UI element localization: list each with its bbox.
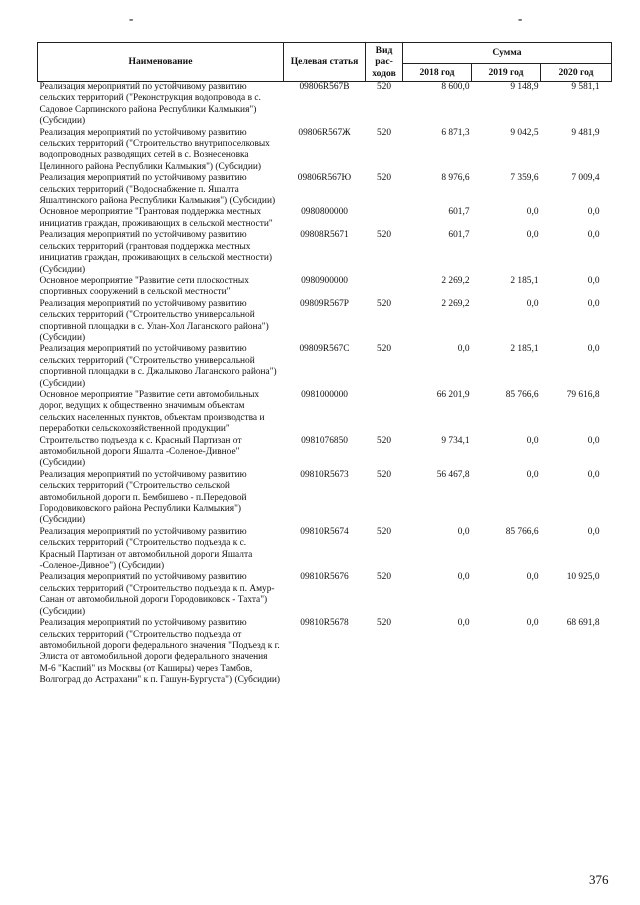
row-value-2018: 2 269,2 xyxy=(441,298,470,309)
row-value-2018: 8 600,0 xyxy=(441,82,470,92)
row-type: 520 xyxy=(376,127,392,138)
column-header-2020: 2020 год xyxy=(541,64,612,82)
row-value-2020: 7 009,4 xyxy=(571,173,600,184)
column-header-2018: 2018 год xyxy=(403,64,472,82)
row-value-2020: 0,0 xyxy=(587,207,600,218)
column-header-type: Вид рас- ходов xyxy=(366,43,403,82)
table-row xyxy=(38,470,612,527)
row-value-2019: 9 148,9 xyxy=(510,82,539,92)
row-code: 09808R5671 xyxy=(300,230,349,241)
table-row xyxy=(38,230,612,276)
row-name: Реализация мероприятий по устойчивому развитию сельских территорий ("Строительство сельской автомобильной дороги п. Бембишево - п.Передовой Городовиковского района Республики Калмыкия") (Субсидии) xyxy=(39,469,247,526)
row-name: Основное мероприятие "Развитие сети автомобильных дорог, ведущих к общественно значимым объектам сельских населенных пунктов, объектам производства и переработки сельскохозяйственной продукции" xyxy=(39,389,265,435)
table-row xyxy=(38,299,612,345)
table-row xyxy=(38,390,612,436)
row-name: Реализация мероприятий по устойчивому развитию сельских территорий ("Водоснабжение п. Яшалта Яшалтинского района Республики Калмыкия") (Субсидии) xyxy=(39,173,276,207)
row-name: Строительство подъезда к с. Красный Партизан от автомобильной дороги Яшалта -Соленое-Дивное" (Субсидии) xyxy=(39,435,242,469)
table-row xyxy=(38,276,612,299)
row-value-2020: 79 616,8 xyxy=(566,389,600,400)
row-type xyxy=(366,390,403,436)
row-value-2019: 85 766,6 xyxy=(505,389,539,400)
row-code: 0981000000 xyxy=(301,389,348,400)
row-code: 0980900000 xyxy=(301,275,348,286)
row-type: 520 xyxy=(376,572,392,583)
row-code: 09810R5674 xyxy=(300,526,349,537)
row-value-2018: 0,0 xyxy=(457,344,470,355)
page-number: 376 xyxy=(589,872,609,887)
row-code: 09810R5676 xyxy=(300,572,349,583)
row-value-2018: 2 269,2 xyxy=(441,275,470,286)
row-value-2020: 0,0 xyxy=(587,526,600,537)
row-value-2018: 6 871,3 xyxy=(441,127,470,138)
row-value-2020: 9 481,9 xyxy=(571,127,600,138)
row-value-2020: 9 581,1 xyxy=(571,82,600,92)
row-name: Реализация мероприятий по устойчивому развитию сельских территорий ("Строительство внутрипоселковых водопроводных разводящих сетей в с. Вознесеновка Целинного района Республики Калмыкия") (Субсидии) xyxy=(39,127,270,172)
row-name: Основное мероприятие "Развитие сети плоскостных спортивных сооружений в сельской местности" xyxy=(39,275,249,298)
row-name: Реализация мероприятий по устойчивому развитию сельских территорий ("Строительство подъезда к п. Амур-Санан от автомобильной дороги Городовиковск - Тахта") (Субсидии) xyxy=(39,572,275,617)
row-type: 520 xyxy=(376,344,392,355)
row-value-2018: 9 734,1 xyxy=(441,435,470,446)
row-name: Реализация мероприятий по устойчивому развитию сельских территорий ("Строительство подъезда от автомобильной дороги федерального значения "Подъезд к г. Элиста от автомобильной дороги федерального значения М-6 "Каспий" из Москвы (от Каширы) через Тамбов, Волгоград до Астрахани" к п. Гашун-Бургуста") (Субсидии) xyxy=(39,618,281,686)
row-value-2019: 85 766,6 xyxy=(505,526,539,537)
row-value-2020: 0,0 xyxy=(587,230,600,241)
row-name: Реализация мероприятий по устойчивому развитию сельских территорий (грантовая поддержка местных инициатив граждан, проживающих в сельской местности) (Субсидии) xyxy=(39,230,272,275)
row-code: 09806R567Ж xyxy=(298,127,351,138)
column-header-code: Целевая статья xyxy=(284,43,366,82)
row-value-2019: 7 359,6 xyxy=(510,173,539,184)
row-type: 520 xyxy=(376,82,392,92)
row-value-2019: 2 185,1 xyxy=(510,344,539,355)
table-row xyxy=(38,344,612,390)
header-mark-left: - xyxy=(129,11,134,26)
column-header-name: Наименование xyxy=(38,43,284,82)
row-name: Реализация мероприятий по устойчивому развитию сельских территорий ("Строительство подъезда к с. Красный Партизан от автомобильной дороги Яшалта -Соленое-Дивное") (Субсидии) xyxy=(39,526,253,572)
row-value-2020: 0,0 xyxy=(587,298,600,309)
row-name: Основное мероприятие "Грантовая поддержка местных инициатив граждан, проживающих в сельской местности" xyxy=(39,207,273,229)
row-value-2020: 0,0 xyxy=(587,435,600,446)
table-body xyxy=(38,82,612,687)
row-type: 520 xyxy=(376,173,392,184)
row-value-2019: 0,0 xyxy=(526,469,539,480)
row-value-2020: 0,0 xyxy=(587,275,600,286)
row-name: Реализация мероприятий по устойчивому развитию сельских территорий ("Строительство универсальной спортивной площадки в с. Улан-Хол Лаганского района") (Субсидии) xyxy=(39,298,269,343)
row-value-2019: 0,0 xyxy=(526,298,539,309)
table-header xyxy=(38,43,612,82)
row-value-2019: 2 185,1 xyxy=(510,275,539,286)
budget-table xyxy=(37,42,612,687)
column-header-sum: Сумма xyxy=(403,43,612,64)
table-row xyxy=(38,173,612,207)
row-code: 09806R567В xyxy=(299,82,350,92)
row-type: 520 xyxy=(376,469,392,480)
row-code: 0981076850 xyxy=(301,435,348,446)
table-row xyxy=(38,82,612,128)
row-code: 09809R567С xyxy=(299,344,350,355)
table-row xyxy=(38,527,612,573)
row-value-2018: 0,0 xyxy=(457,618,470,629)
row-value-2018: 0,0 xyxy=(457,572,470,583)
table-row xyxy=(38,572,612,618)
row-code: 09810R5673 xyxy=(300,469,349,480)
row-value-2020: 68 691,8 xyxy=(566,618,600,629)
table-row xyxy=(38,436,612,470)
row-code: 09806R567Ю xyxy=(297,173,352,184)
row-value-2018: 56 467,8 xyxy=(436,469,470,480)
column-header-2019: 2019 год xyxy=(472,64,541,82)
row-type xyxy=(366,207,403,230)
row-value-2018: 8 976,6 xyxy=(441,173,470,184)
row-value-2018: 66 201,9 xyxy=(436,389,470,400)
row-name: Реализация мероприятий по устойчивому развитию сельских территорий ("Строительство универсальной спортивной площадки в с. Джалыково Лаганского района") (Субсидии) xyxy=(39,344,277,389)
row-value-2019: 0,0 xyxy=(526,207,539,218)
row-code: 09810R5678 xyxy=(300,618,349,629)
row-value-2019: 9 042,5 xyxy=(510,127,539,138)
header-mark-right: - xyxy=(518,11,523,26)
table-row xyxy=(38,128,612,174)
row-code: 09809R567Р xyxy=(300,298,349,309)
row-value-2019: 0,0 xyxy=(526,618,539,629)
row-value-2020: 0,0 xyxy=(587,344,600,355)
row-name: Реализация мероприятий по устойчивому развитию сельских территорий ("Реконструкция водопровода в с. Садовое Сарпинского района Республики Калмыкия") (Субсидии) xyxy=(39,82,261,127)
row-type: 520 xyxy=(376,298,392,309)
row-type: 520 xyxy=(376,526,392,537)
row-value-2020: 10 925,0 xyxy=(566,572,600,583)
row-value-2019: 0,0 xyxy=(526,572,539,583)
row-value-2018: 601,7 xyxy=(448,207,470,218)
row-type: 520 xyxy=(376,230,392,241)
row-type xyxy=(366,276,403,299)
row-type: 520 xyxy=(376,618,392,629)
row-value-2018: 601,7 xyxy=(448,230,470,241)
row-code: 0980800000 xyxy=(301,207,348,218)
row-value-2019: 0,0 xyxy=(526,435,539,446)
row-value-2019: 0,0 xyxy=(526,230,539,241)
row-type: 520 xyxy=(376,435,392,446)
table-row xyxy=(38,207,612,230)
row-value-2020: 0,0 xyxy=(587,469,600,480)
row-value-2018: 0,0 xyxy=(457,526,470,537)
table-row xyxy=(38,618,612,686)
